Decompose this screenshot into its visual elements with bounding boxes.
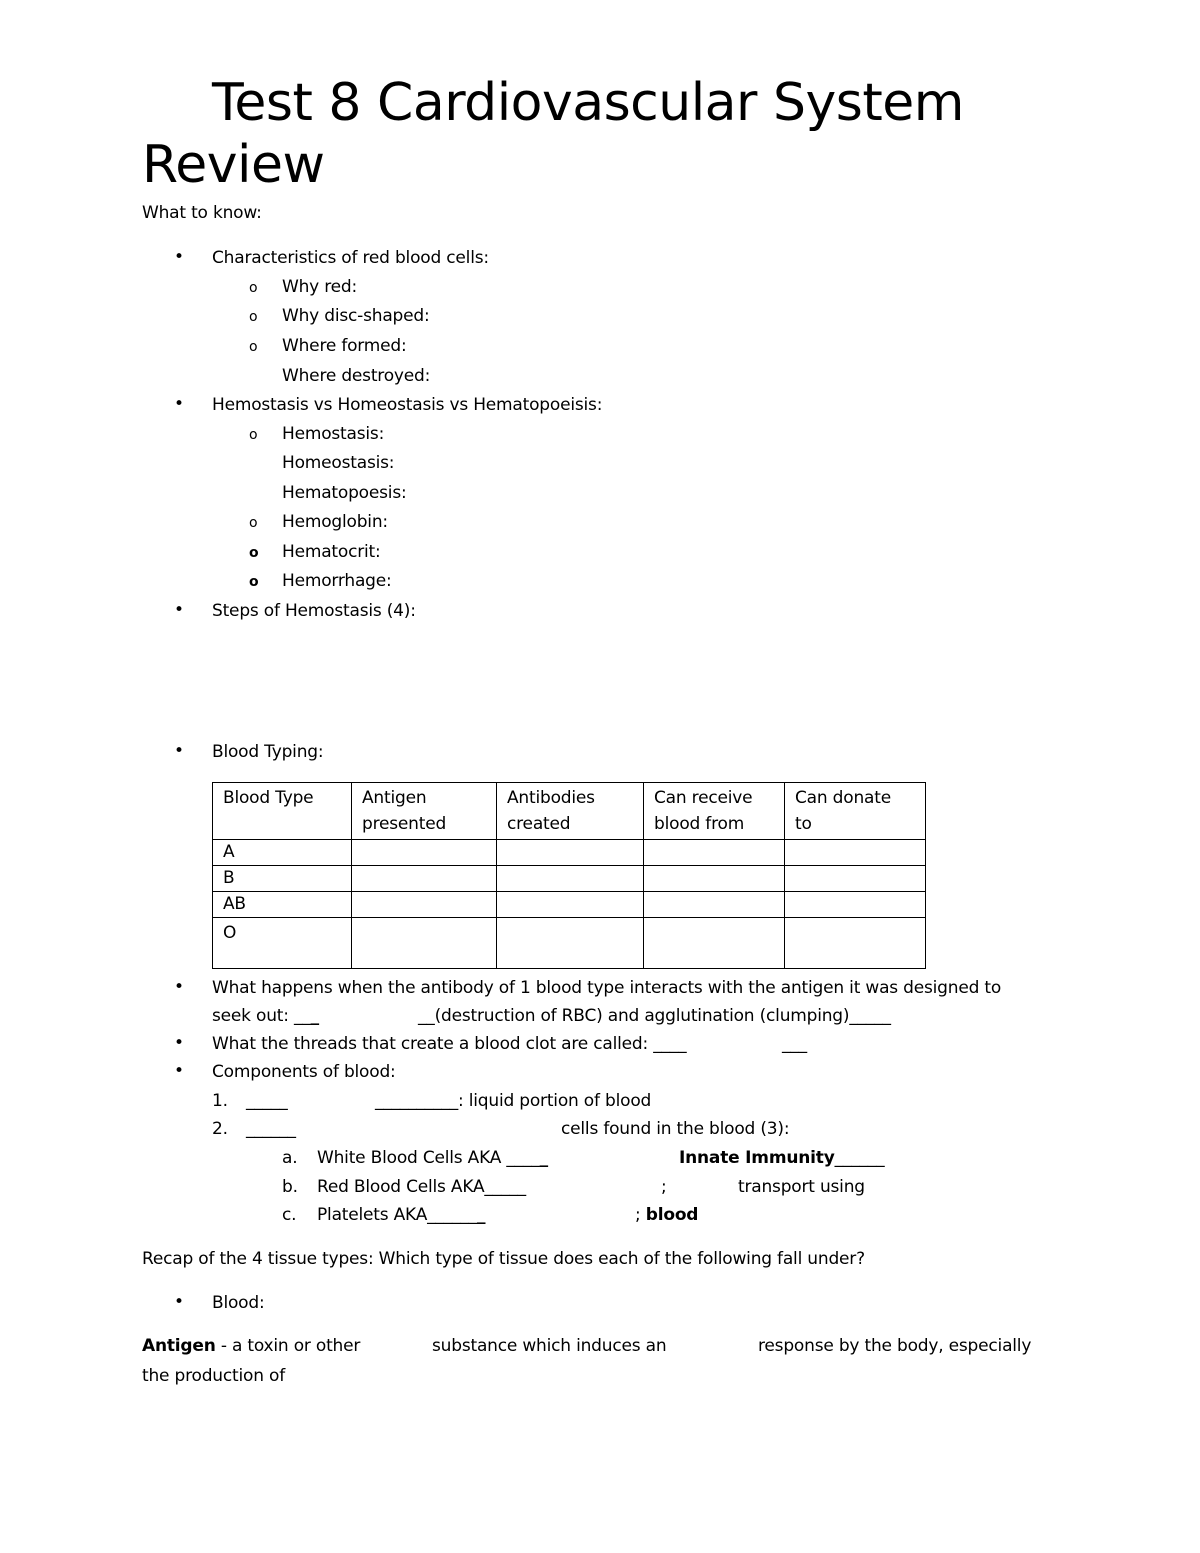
table-cell-empty[interactable] xyxy=(497,892,644,918)
sub-bullet-icon: o xyxy=(249,427,258,443)
table-header-cell: Can receive blood from xyxy=(644,783,785,840)
rbc-item-where-destroyed: Where destroyed: xyxy=(282,366,431,386)
hemo-item-hematocrit: Hematocrit: xyxy=(282,542,381,562)
table-cell-empty[interactable] xyxy=(497,918,644,969)
page-title-line1: Test 8 Cardiovascular System xyxy=(212,73,964,133)
bullet-icon: • xyxy=(174,1292,185,1312)
antigen-definition: Antigen - a toxin or other xyxy=(142,1336,361,1356)
bullet-icon: • xyxy=(174,247,185,267)
hemo-heading: Hemostasis vs Homeostasis vs Hematopoeisis: xyxy=(212,395,603,415)
table-cell-blood-type: A xyxy=(213,840,352,866)
bullet-icon: • xyxy=(174,1061,185,1081)
sub-bullet-icon: o xyxy=(249,574,259,590)
table-cell-empty[interactable] xyxy=(352,866,497,892)
table-cell-empty[interactable] xyxy=(644,840,785,866)
table-cell-blood-type: O xyxy=(213,918,352,969)
platelets: Platelets AKA_______ xyxy=(317,1205,486,1225)
hemo-item-hemostasis: Hemostasis: xyxy=(282,424,385,444)
rbc-item-why-red: Why red: xyxy=(282,277,358,297)
table-header-cell: Antibodies created xyxy=(497,783,644,840)
sub-letter-a: a. xyxy=(282,1148,298,1168)
sub-letter-b: b. xyxy=(282,1177,298,1197)
blood-type-table xyxy=(212,782,926,969)
rbc-item-why-disc: Why disc-shaped: xyxy=(282,306,430,326)
table-cell-blood-type: AB xyxy=(213,892,352,918)
rbc-heading: Characteristics of red blood cells: xyxy=(212,248,489,268)
component-1-text: __________: liquid portion of blood xyxy=(375,1091,652,1111)
table-cell-empty[interactable] xyxy=(644,918,785,969)
steps-of-hemostasis: Steps of Hemostasis (4): xyxy=(212,601,416,621)
what-to-know-heading: What to know: xyxy=(142,203,262,223)
table-cell-empty[interactable] xyxy=(785,866,926,892)
bullet-icon: • xyxy=(174,1033,185,1053)
component-1-blank: _____ xyxy=(246,1091,288,1111)
component-number-2: 2. xyxy=(212,1119,228,1139)
hemo-item-hemorrhage: Hemorrhage: xyxy=(282,571,392,591)
table-cell-blood-type: B xyxy=(213,866,352,892)
table-header-cell: Antigen presented xyxy=(352,783,497,840)
blood-typing-heading: Blood Typing: xyxy=(212,742,324,762)
red-blood-cells-transport: transport using xyxy=(738,1177,865,1197)
sub-bullet-icon: o xyxy=(249,309,258,325)
table-cell-empty[interactable] xyxy=(785,840,926,866)
component-2-blank: ______ xyxy=(246,1119,296,1139)
table-cell-empty[interactable] xyxy=(352,918,497,969)
bullet-icon: • xyxy=(174,394,185,414)
hemo-item-hemoglobin: Hemoglobin: xyxy=(282,512,388,532)
antibody-question-line2b: __(destruction of RBC) and agglutination (clumping)_____ xyxy=(418,1006,891,1026)
component-2-text: cells found in the blood (3): xyxy=(561,1119,790,1139)
red-blood-cells-semicolon: ; xyxy=(661,1177,667,1197)
antibody-question-line1: What happens when the antibody of 1 blood type interacts with the antigen it was designed to xyxy=(212,978,1002,998)
antibody-question-line2a: seek out: ___ xyxy=(212,1006,319,1026)
antigen-definition-line2: the production of xyxy=(142,1366,285,1386)
antigen-definition-part3: response by the body, especially xyxy=(758,1336,1032,1356)
white-blood-cells: White Blood Cells AKA _____ xyxy=(317,1148,548,1168)
table-cell-empty[interactable] xyxy=(352,840,497,866)
bullet-icon: • xyxy=(174,600,185,620)
table-cell-empty[interactable] xyxy=(644,892,785,918)
sub-bullet-icon: o xyxy=(249,545,259,561)
components-heading: Components of blood: xyxy=(212,1062,396,1082)
table-row xyxy=(213,892,926,918)
red-blood-cells: Red Blood Cells AKA_____ xyxy=(317,1177,526,1197)
recap-item-blood: Blood: xyxy=(212,1293,265,1313)
hemo-item-homeostasis: Homeostasis: xyxy=(282,453,395,473)
page-title-line2: Review xyxy=(142,135,325,195)
rbc-item-where-formed: Where formed: xyxy=(282,336,407,356)
component-number-1: 1. xyxy=(212,1091,228,1111)
table-header-cell: Can donate to xyxy=(785,783,926,840)
antigen-definition-part2: substance which induces an xyxy=(432,1336,667,1356)
table-row xyxy=(213,866,926,892)
innate-immunity: Innate Immunity______ xyxy=(679,1148,885,1168)
table-cell-empty[interactable] xyxy=(785,892,926,918)
platelets-blood: ; blood xyxy=(635,1205,699,1225)
sub-bullet-icon: o xyxy=(249,280,258,296)
table-header-cell: Blood Type xyxy=(213,783,352,840)
threads-question: What the threads that create a blood clot are called: ____ xyxy=(212,1034,687,1054)
table-cell-empty[interactable] xyxy=(644,866,785,892)
table-cell-empty[interactable] xyxy=(785,918,926,969)
table-cell-empty[interactable] xyxy=(352,892,497,918)
bullet-icon: • xyxy=(174,977,185,997)
table-cell-empty[interactable] xyxy=(497,840,644,866)
table-row xyxy=(213,840,926,866)
recap-question: Recap of the 4 tissue types: Which type of tissue does each of the following fall under? xyxy=(142,1249,865,1269)
bullet-icon: • xyxy=(174,741,185,761)
sub-letter-c: c. xyxy=(282,1205,297,1225)
table-cell-empty[interactable] xyxy=(497,866,644,892)
table-header-row xyxy=(213,783,926,840)
sub-bullet-icon: o xyxy=(249,515,258,531)
table-row xyxy=(213,918,926,969)
threads-question-blank: ___ xyxy=(782,1034,807,1054)
hemo-item-hematopoesis: Hematopoesis: xyxy=(282,483,407,503)
sub-bullet-icon: o xyxy=(249,339,258,355)
